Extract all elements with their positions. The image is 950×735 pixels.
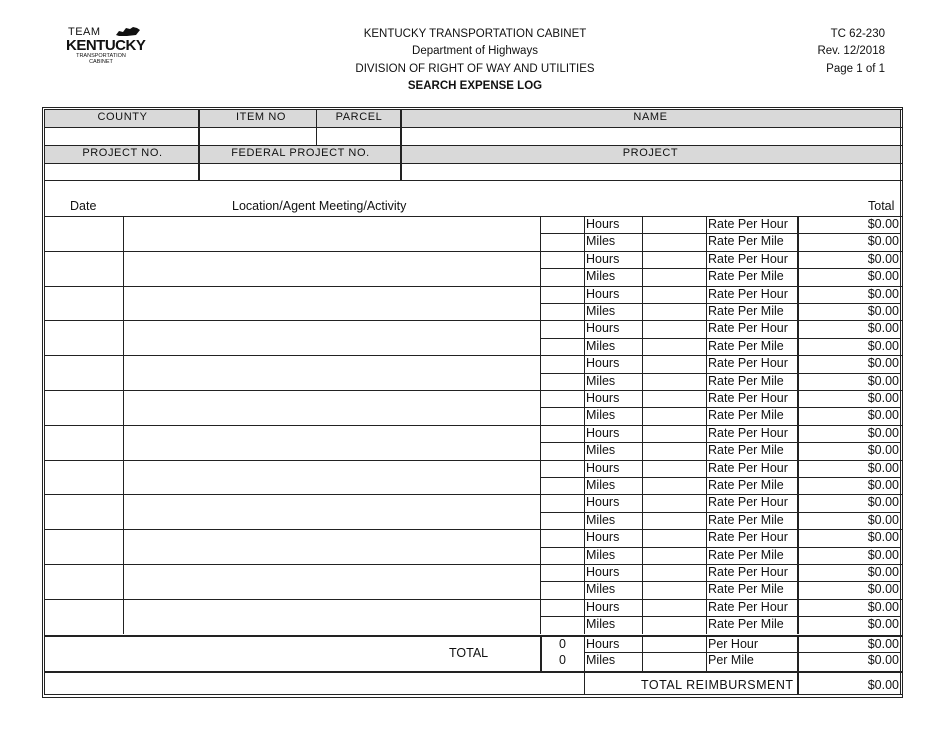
hours-total: $0.00 (867, 565, 899, 579)
entry-hours-input[interactable] (542, 355, 584, 372)
entry-activity-field[interactable] (125, 564, 540, 599)
total-hours-count: 0 (559, 637, 566, 651)
entry-hours-input[interactable] (542, 564, 584, 581)
entry-rate-hour-input[interactable] (644, 286, 706, 303)
hours-label: Hours (586, 391, 620, 405)
rate-per-hour-label: Rate Per Hour (708, 356, 788, 371)
rate-per-mile-label: Rate Per Mile (708, 234, 784, 249)
miles-total: $0.00 (867, 408, 899, 423)
miles-label: Miles (586, 269, 616, 284)
rate-per-mile-label: Rate Per Mile (708, 478, 784, 492)
entry-rate-hour-input[interactable] (644, 529, 706, 546)
entry-date-field[interactable] (45, 599, 124, 634)
total-hours-label: Hours (586, 637, 620, 651)
name-label: NAME (401, 110, 900, 127)
rate-per-mile-label: Rate Per Mile (708, 443, 784, 458)
entry-rate-hour-input[interactable] (644, 390, 706, 407)
entry-hours-input[interactable] (542, 425, 584, 442)
entry-activity-field[interactable] (125, 425, 540, 460)
entry-date-field[interactable] (45, 355, 124, 390)
miles-label: Miles (586, 478, 616, 492)
rate-per-hour-label: Rate Per Hour (708, 286, 788, 301)
entry-miles-input[interactable] (542, 547, 584, 564)
entry-miles-input[interactable] (542, 581, 584, 598)
rate-per-mile-label: Rate Per Mile (708, 582, 784, 597)
miles-label: Miles (586, 408, 616, 423)
project-field[interactable] (401, 164, 900, 180)
hours-label: Hours (586, 495, 620, 510)
expense-log-form (42, 107, 903, 698)
entry-rate-hour-input[interactable] (644, 599, 706, 616)
entry-activity-field[interactable] (125, 529, 540, 564)
hours-total: $0.00 (867, 530, 899, 545)
entry-miles-input[interactable] (542, 233, 584, 250)
rate-per-hour-label: Rate Per Hour (708, 425, 788, 440)
parcel-field[interactable] (317, 128, 401, 145)
entry-rate-hour-input[interactable] (644, 355, 706, 372)
entry-activity-field[interactable] (125, 390, 540, 425)
entry-rate-mile-input[interactable] (644, 512, 706, 529)
miles-total: $0.00 (867, 617, 899, 632)
rate-per-mile-label: Rate Per Mile (708, 617, 784, 632)
miles-total: $0.00 (867, 547, 899, 562)
rate-per-hour-label: Rate Per Hour (708, 495, 788, 510)
division-name: DIVISION OF RIGHT OF WAY AND UTILITIES (355, 62, 595, 75)
item-no-field[interactable] (200, 128, 317, 145)
rate-per-hour-label: Rate Per Hour (708, 391, 788, 405)
hours-total: $0.00 (867, 251, 899, 266)
miles-total: $0.00 (867, 512, 899, 527)
federal-project-no-label: FEDERAL PROJECT NO. (200, 146, 401, 163)
miles-label: Miles (586, 617, 616, 632)
logo-subtitle-1: TRANSPORTATION (76, 53, 126, 59)
entry-miles-input[interactable] (542, 512, 584, 529)
miles-total: $0.00 (867, 269, 899, 284)
total-label: TOTAL (449, 646, 489, 660)
rate-per-mile-label: Rate Per Mile (708, 373, 784, 388)
federal-project-no-field[interactable] (200, 164, 401, 180)
hours-label: Hours (586, 217, 620, 231)
hours-label: Hours (586, 286, 620, 301)
entry-rate-hour-input[interactable] (644, 460, 706, 477)
miles-label: Miles (586, 512, 616, 527)
entry-hours-input[interactable] (542, 286, 584, 303)
entry-date-field[interactable] (45, 460, 124, 495)
miles-label: Miles (586, 547, 616, 562)
entry-activity-field[interactable] (125, 251, 540, 286)
form-revision: Rev. 12/2018 (817, 45, 885, 58)
total-column-header: Total (868, 199, 895, 213)
hours-total: $0.00 (867, 460, 899, 475)
entry-rate-mile-input[interactable] (644, 407, 706, 424)
rate-per-hour-label: Rate Per Hour (708, 460, 788, 475)
county-field[interactable] (45, 128, 200, 145)
form-header (300, 26, 650, 96)
entry-hours-input[interactable] (542, 251, 584, 268)
entry-date-field[interactable] (45, 425, 124, 460)
entry-rate-hour-input[interactable] (644, 425, 706, 442)
entry-miles-input[interactable] (542, 268, 584, 285)
per-mile-label: Per Mile (708, 653, 754, 667)
rate-per-hour-label: Rate Per Hour (708, 530, 788, 545)
project-no-label: PROJECT NO. (45, 146, 200, 163)
hours-total: $0.00 (867, 599, 899, 614)
activity-column-header: Location/Agent Meeting/Activity (232, 199, 407, 213)
county-label: COUNTY (45, 110, 200, 127)
total-miles-count: 0 (559, 653, 566, 667)
total-miles-amount: $0.00 (867, 653, 899, 667)
rate-per-mile-label: Rate Per Mile (708, 408, 784, 423)
entry-activity-field[interactable] (125, 286, 540, 321)
department-name: Department of Highways (412, 45, 538, 58)
entry-activity-field[interactable] (125, 320, 540, 355)
entry-date-field[interactable] (45, 564, 124, 599)
per-hour-label: Per Hour (708, 637, 759, 651)
rate-per-mile-label: Rate Per Mile (708, 269, 784, 284)
hours-label: Hours (586, 251, 620, 266)
entry-rate-mile-input[interactable] (644, 547, 706, 564)
entry-miles-input[interactable] (542, 303, 584, 320)
miles-label: Miles (586, 373, 616, 388)
hours-label: Hours (586, 321, 620, 336)
entry-activity-field[interactable] (125, 460, 540, 495)
entry-date-field[interactable] (45, 216, 124, 251)
hours-label: Hours (586, 425, 620, 440)
hours-label: Hours (586, 356, 620, 371)
entry-activity-field[interactable] (125, 599, 540, 634)
entry-rate-mile-input[interactable] (644, 268, 706, 285)
total-hours-amount: $0.00 (867, 637, 899, 651)
entry-rate-hour-input[interactable] (644, 216, 706, 233)
rate-per-mile-label: Rate Per Mile (708, 547, 784, 562)
kentucky-state-icon (115, 26, 141, 38)
logo-kentucky-text: KENTUCKY (66, 37, 146, 54)
entry-activity-field[interactable] (125, 216, 540, 251)
rate-per-hour-label: Rate Per Hour (708, 599, 788, 614)
entry-rate-mile-input[interactable] (644, 373, 706, 390)
item-no-label: ITEM NO (200, 110, 317, 127)
date-column-header: Date (70, 199, 97, 213)
entry-rate-hour-input[interactable] (644, 320, 706, 337)
entry-rate-mile-input[interactable] (644, 303, 706, 320)
miles-label: Miles (586, 338, 616, 353)
rate-per-hour-label: Rate Per Hour (708, 217, 788, 231)
rate-per-mile-label: Rate Per Mile (708, 338, 784, 353)
hours-total: $0.00 (867, 391, 899, 405)
entry-rate-mile-input[interactable] (644, 581, 706, 598)
form-info (817, 26, 885, 78)
miles-total: $0.00 (867, 304, 899, 318)
hours-total: $0.00 (867, 217, 899, 231)
miles-total: $0.00 (867, 478, 899, 492)
page-number: Page 1 of 1 (826, 62, 885, 75)
entry-rate-mile-input[interactable] (644, 616, 706, 633)
hours-total: $0.00 (867, 425, 899, 440)
logo-subtitle (74, 53, 128, 65)
entry-miles-input[interactable] (542, 407, 584, 424)
entry-rate-mile-input[interactable] (644, 442, 706, 459)
entry-hours-input[interactable] (542, 390, 584, 407)
hours-total: $0.00 (867, 356, 899, 371)
rate-per-hour-label: Rate Per Hour (708, 565, 788, 579)
total-reimbursement-label: TOTAL REIMBURSMENT (641, 678, 794, 692)
entry-miles-input[interactable] (542, 616, 584, 633)
form-number: TC 62-230 (830, 28, 885, 40)
agency-name: KENTUCKY TRANSPORTATION CABINET (363, 28, 587, 40)
total-reimbursement-amount: $0.00 (867, 678, 899, 692)
entry-hours-input[interactable] (542, 529, 584, 546)
entry-miles-input[interactable] (542, 477, 584, 494)
entry-hours-input[interactable] (542, 320, 584, 337)
logo-team-text: TEAM (68, 26, 101, 38)
hours-total: $0.00 (867, 321, 899, 336)
rate-per-mile-label: Rate Per Mile (708, 512, 784, 527)
entry-rate-mile-input[interactable] (644, 233, 706, 250)
entry-miles-input[interactable] (542, 442, 584, 459)
hours-label: Hours (586, 565, 620, 579)
parcel-label: PARCEL (317, 110, 401, 127)
entry-date-field[interactable] (45, 251, 124, 286)
entry-miles-input[interactable] (542, 338, 584, 355)
miles-label: Miles (586, 582, 616, 597)
entry-miles-input[interactable] (542, 373, 584, 390)
hours-label: Hours (586, 599, 620, 614)
logo-subtitle-2: CABINET (89, 59, 113, 65)
team-kentucky-logo (60, 24, 150, 68)
entry-date-field[interactable] (45, 529, 124, 564)
rate-per-hour-label: Rate Per Hour (708, 321, 788, 336)
entry-rate-hour-input[interactable] (644, 564, 706, 581)
hours-label: Hours (586, 460, 620, 475)
miles-total: $0.00 (867, 338, 899, 353)
hours-label: Hours (586, 530, 620, 545)
miles-total: $0.00 (867, 582, 899, 597)
entry-activity-field[interactable] (125, 355, 540, 390)
entry-rate-hour-input[interactable] (644, 251, 706, 268)
project-no-field[interactable] (45, 164, 200, 180)
entry-hours-input[interactable] (542, 216, 584, 233)
rate-per-hour-label: Rate Per Hour (708, 251, 788, 266)
miles-total: $0.00 (867, 443, 899, 458)
form-title: SEARCH EXPENSE LOG (407, 80, 543, 93)
entry-hours-input[interactable] (542, 494, 584, 511)
entry-rate-mile-input[interactable] (644, 338, 706, 355)
entry-date-field[interactable] (45, 390, 124, 425)
miles-label: Miles (586, 304, 616, 318)
entry-date-field[interactable] (45, 320, 124, 355)
miles-label: Miles (586, 234, 616, 249)
entry-hours-input[interactable] (542, 599, 584, 616)
entry-rate-mile-input[interactable] (644, 477, 706, 494)
rate-per-mile-label: Rate Per Mile (708, 304, 784, 318)
entry-date-field[interactable] (45, 494, 124, 529)
hours-total: $0.00 (867, 286, 899, 301)
project-label: PROJECT (401, 146, 900, 163)
total-miles-label: Miles (586, 653, 616, 667)
miles-label: Miles (586, 443, 616, 458)
miles-total: $0.00 (867, 234, 899, 249)
entry-rate-hour-input[interactable] (644, 494, 706, 511)
entry-activity-field[interactable] (125, 494, 540, 529)
name-field[interactable] (401, 128, 900, 145)
entry-hours-input[interactable] (542, 460, 584, 477)
hours-total: $0.00 (867, 495, 899, 510)
entry-date-field[interactable] (45, 286, 124, 321)
miles-total: $0.00 (867, 373, 899, 388)
